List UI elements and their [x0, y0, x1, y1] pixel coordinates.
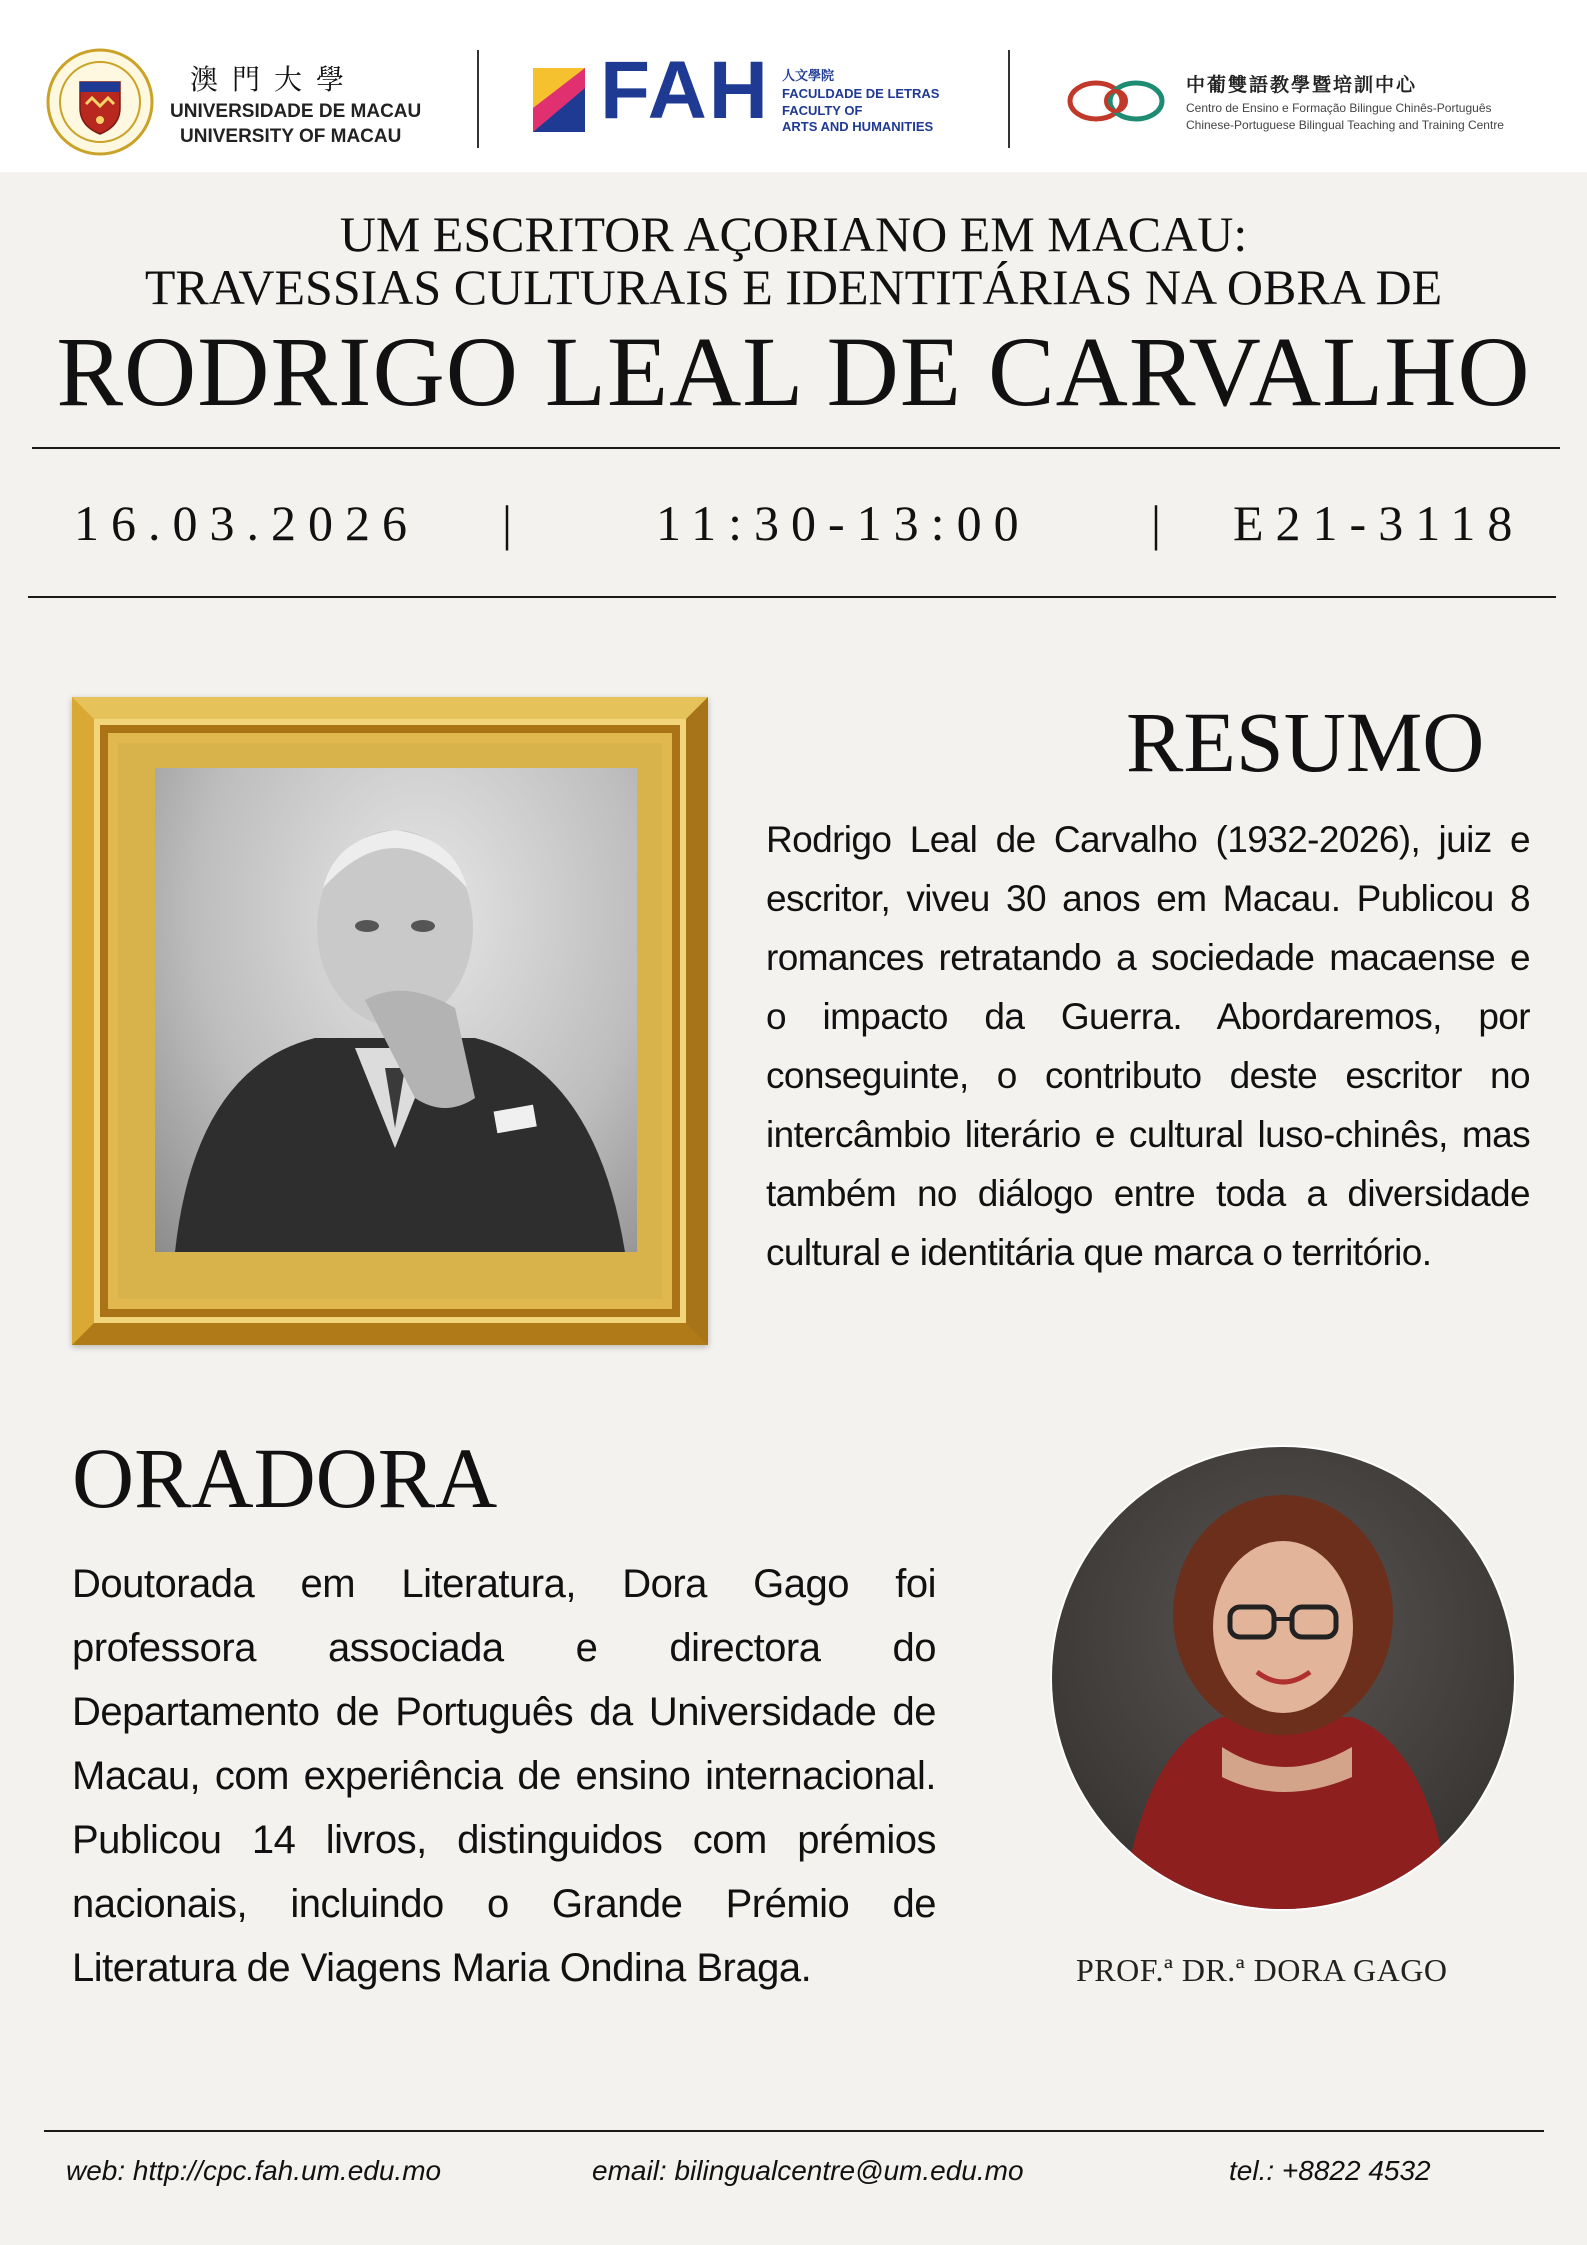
resumo-text: Rodrigo Leal de Carvalho (1932-2026), juiz e escritor, viveu 30 anos em Macau. Publicou 8 romances retratando a sociedade macaense e o impacto da Guerra. Abordaremos, por conseguinte, o contributo deste escritor no intercâmbio literário e cultural luso-chinês, mas também no diálogo entre toda a diversidade cultural e identitária que marca o território.: [766, 819, 1530, 1273]
divider-bottom: [28, 596, 1556, 598]
um-name-en: UNIVERSITY OF MACAU: [180, 126, 402, 147]
event-date: 16.03.2026: [74, 495, 419, 551]
footer-web-link[interactable]: web: http://cpc.fah.um.edu.mo: [66, 2155, 442, 2186]
cpc-knot-logo: [1058, 68, 1198, 134]
fah-name-en-2: ARTS AND HUMANITIES: [782, 119, 934, 134]
resumo-heading: RESUMO: [1126, 694, 1485, 790]
cpc-name-pt: Centro de Ensino e Formação Bilingue Chinês-Português: [1186, 101, 1492, 115]
cpc-name-cn: 中葡雙語教學暨培訓中心: [1186, 74, 1418, 96]
fah-name-pt: FACULDADE DE LETRAS: [782, 86, 940, 101]
divider-top: [32, 447, 1560, 449]
header-divider: [477, 50, 479, 148]
footer-phone: tel.: +8822 4532: [1229, 2155, 1431, 2186]
fah-name-en-1: FACULTY OF: [782, 103, 863, 118]
fah-name-cn: 人文學院: [782, 68, 835, 83]
speaker-name: PROF.ª DR.ª DORA GAGO: [1076, 1952, 1448, 1988]
info-separator: |: [1151, 495, 1162, 551]
um-name-cn: 澳門大學: [190, 63, 359, 96]
title-main: RODRIGO LEAL DE CARVALHO: [56, 316, 1531, 427]
writer-portrait-photo: [155, 768, 637, 1252]
oradora-text: Doutorada em Literatura, Dora Gago foi professora associada e directora do Departamento de Português da Universidade de Macau, com experiência de ensino internacional. Publicou 14 livros, distinguidos com prémios nacionais, incluindo o Grande Prémio de Literatura de Viagens Maria Ondina Braga.: [72, 1562, 936, 1990]
footer-email-link[interactable]: email: bilingualcentre@um.edu.mo: [592, 2155, 1024, 2186]
event-room: E21-3118: [1233, 495, 1525, 551]
oradora-heading: ORADORA: [72, 1430, 498, 1526]
header-divider: [1008, 50, 1010, 148]
cpc-name-en: Chinese-Portuguese Bilingual Teaching and Training Centre: [1186, 118, 1504, 132]
info-separator: |: [502, 495, 513, 551]
um-name-pt: UNIVERSIDADE DE MACAU: [170, 101, 422, 122]
footer-divider: [44, 2130, 1544, 2132]
title-line-2: TRAVESSIAS CULTURAIS E IDENTITÁRIAS NA OBRA DE: [144, 259, 1443, 315]
fah-acronym: FAH: [600, 45, 770, 136]
writer-figure-illustration: [155, 768, 637, 1252]
header-bar: [0, 0, 1587, 172]
um-seal-logo: [46, 48, 154, 156]
gold-picture-frame: [72, 697, 708, 1345]
speaker-portrait-photo: [1052, 1447, 1514, 1909]
speaker-figure-illustration: [1052, 1447, 1514, 1909]
title-line-1: UM ESCRITOR AÇORIANO EM MACAU:: [339, 206, 1248, 262]
event-time: 11:30-13:00: [656, 495, 1031, 551]
fah-mark-icon: [533, 68, 585, 132]
